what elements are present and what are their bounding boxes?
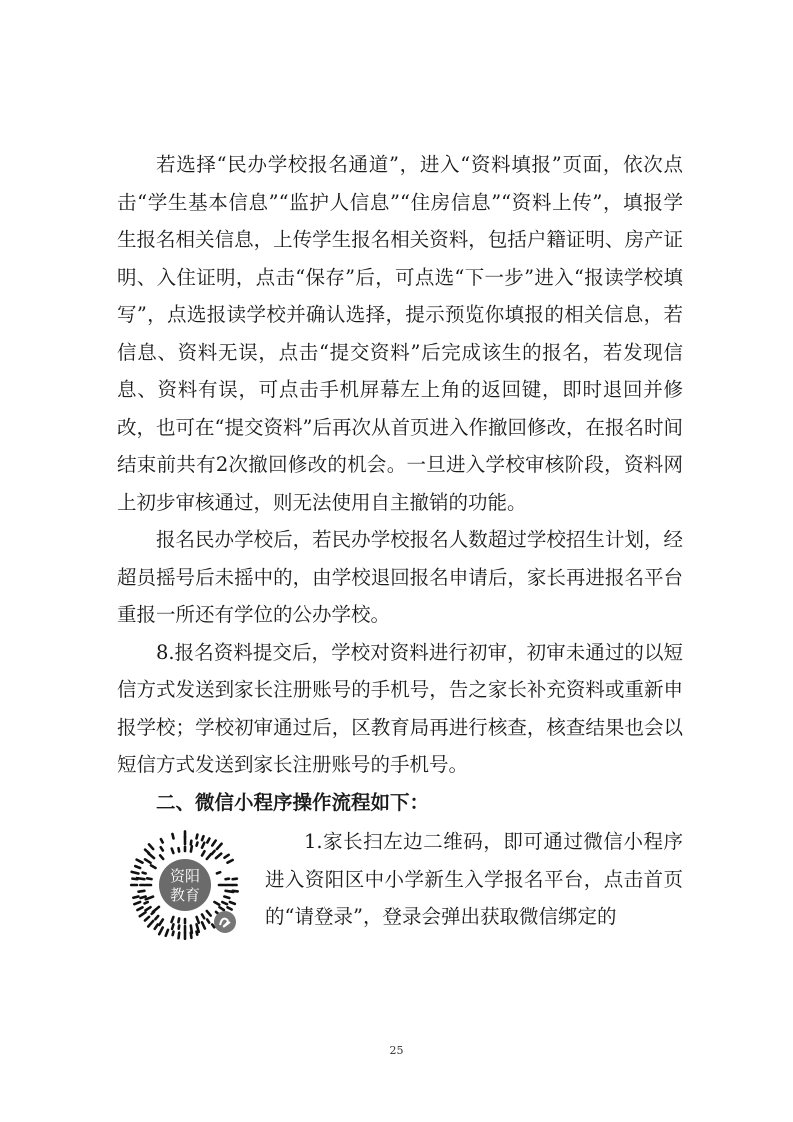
qr-bar [146, 907, 151, 910]
qr-bar [172, 917, 174, 922]
qr-bar [137, 860, 143, 863]
qr-bar [233, 879, 237, 880]
qr-bar [159, 928, 163, 935]
qr-bar [145, 902, 148, 903]
qr-bar [191, 933, 192, 938]
qr-bar [212, 925, 214, 928]
qr-bar [172, 834, 173, 838]
qr-bar [151, 865, 156, 868]
qr-bar [137, 907, 142, 910]
qr-bar [230, 902, 235, 904]
qr-bar [161, 847, 163, 850]
qr-bar [222, 902, 227, 904]
qr-bar [207, 838, 209, 842]
qr-bar [191, 841, 192, 845]
qr-bar [134, 902, 140, 904]
paragraph-private-school-registration: 若选择“民办学校报名通道”，进入“资料填报”页面，依次点击“学生基本信息”“监护人信息”“住房信息”“资料上传”，填报学生报名相关信息，上传学生报名相关资料，包括户籍证明、房产证明、入住证明，点击“保存”后，可点选“下一步”进入“报读学校填写”，点选报读学校并确认选择，提示预览你填报的相关信息，若信息、资料无误，点击“提交资料”后完成该生的报名，若发现信息、资料有误，可点击手机屏幕左上角的返回键，即时退回并修改，也可在“提交资料”后再次从首页进入作撤回修改，在报名时间结束前共有2次撤回修改的机会。一旦进入学校审核阶段，资料网上初步审核通过，则无法使用自主撤销的功能。 [117, 153, 683, 514]
qr-bar [132, 872, 139, 874]
qr-bar [135, 866, 140, 868]
wechat-mini-program-code-icon[interactable] [129, 829, 241, 941]
qr-bar [228, 907, 232, 909]
qr-bar [145, 917, 149, 921]
qr-bar [202, 914, 204, 918]
page-number: 25 [389, 1044, 404, 1057]
qr-bar [140, 912, 146, 916]
qr-bar [202, 851, 205, 855]
qr-bar [233, 891, 238, 892]
qr-bar [143, 873, 146, 874]
section-heading: 二、微信小程序操作流程如下： [156, 790, 430, 814]
qr-bar [197, 843, 198, 846]
paragraph-scan-qr: 1.家长扫左边二维码，即可通过微信小程序进入资阳区中小学新生入学报名平台，点击首页的“请登录”，登录会弹出获取微信绑定的 [265, 830, 683, 928]
qr-bar [166, 930, 168, 936]
qr-bar [228, 860, 233, 863]
qr-bar [217, 844, 222, 849]
document-body [117, 146, 683, 938]
qr-bar [155, 925, 158, 929]
qr-bar [145, 850, 149, 854]
qr-bar [225, 855, 229, 858]
qr-bar [161, 839, 163, 842]
qr-bar [149, 844, 153, 849]
qr-bar [172, 924, 173, 929]
qr-bar [219, 907, 223, 910]
mini-program-instructions [265, 823, 683, 936]
qr-bar [202, 922, 205, 928]
qr-bar [191, 846, 192, 851]
qr-bar [155, 916, 158, 919]
qr-bar [173, 932, 174, 935]
qr-bar [207, 911, 211, 916]
qr-bar [212, 841, 215, 846]
qr-bar [152, 912, 154, 914]
qr-bar [207, 919, 209, 922]
qr-bar [202, 843, 204, 848]
qr-bar [202, 836, 203, 840]
qr-bar [141, 897, 146, 898]
qr-bar [160, 855, 163, 859]
qr-bar [217, 872, 220, 873]
qr-bar [145, 859, 150, 863]
qr-bar [179, 933, 180, 939]
qr-bar [214, 902, 219, 905]
qr-bar [207, 854, 211, 859]
qr-bar [159, 919, 162, 924]
qr-bar [197, 917, 199, 923]
qr-bar [196, 835, 197, 839]
mini-program-section [117, 823, 683, 938]
qr-bar [147, 878, 151, 879]
qr-bar [224, 897, 229, 898]
qr-bar [139, 891, 145, 892]
qr-bar [172, 849, 174, 853]
paragraph-lottery-fallback: 报名民办学校后，若民办学校报名人数超过学校招生计划，经超员摇号后未摇中的，由学校退回报名申请后，家长再进报名平台重报一所还有学位的公办学校。 [117, 528, 683, 626]
qr-bar [179, 848, 180, 851]
qr-bar [133, 896, 138, 897]
qr-label-line2: 教育 [169, 886, 201, 904]
qr-bar [216, 854, 221, 859]
qr-bar [196, 932, 197, 935]
paragraph-review-process: 8.报名资料提交后，学校对资料进行初审，初审未通过的以短信方式发送到家长注册账号的手机号，告之家长补充资料或重新申报学校；学校初审通过后，区教育局再进行核查，核查结果也会以短信方式发送到家长注册账号的手机号。 [117, 640, 683, 776]
qr-bar [178, 918, 179, 922]
qr-bar [132, 879, 137, 880]
qr-bar [212, 851, 215, 854]
qr-bar [148, 921, 153, 927]
qr-label-line1: 资阳 [169, 867, 201, 885]
